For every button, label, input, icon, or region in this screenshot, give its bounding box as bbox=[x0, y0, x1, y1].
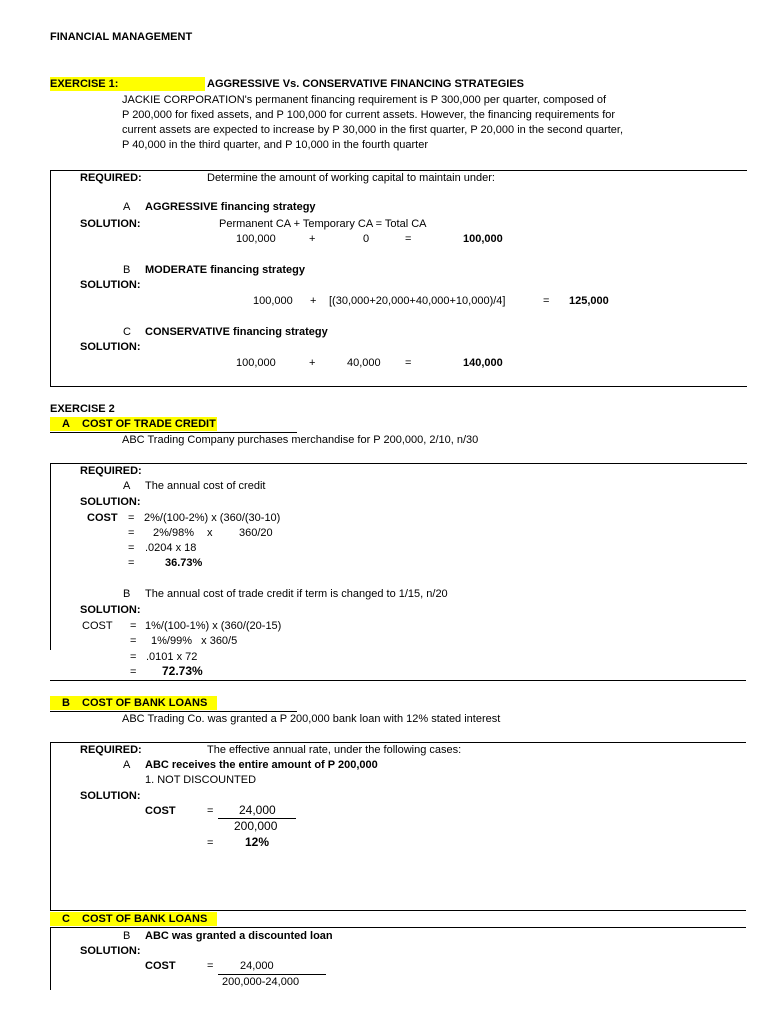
cost-label: COST bbox=[82, 620, 113, 632]
cost-label: COST bbox=[145, 960, 176, 972]
value: 100,000 bbox=[253, 295, 293, 307]
cost-formula: 1%/(100-1%) x (360/(20-15) bbox=[145, 620, 282, 632]
exercise-2-label: EXERCISE 2 bbox=[50, 403, 115, 415]
conservative-heading bbox=[145, 325, 328, 339]
moderate-heading bbox=[145, 263, 305, 277]
operator: = bbox=[130, 666, 137, 678]
solution-label: SOLUTION: bbox=[80, 341, 141, 353]
aggressive-heading bbox=[145, 200, 316, 214]
bank-loans-c-title: COST OF BANK LOANS bbox=[82, 913, 208, 925]
operator: = bbox=[543, 295, 550, 307]
cost-step: .0101 x 72 bbox=[146, 651, 198, 663]
solution-label: SOLUTION: bbox=[80, 496, 141, 508]
aggressive-rest: financing strategy bbox=[217, 201, 316, 213]
cost-label: COST bbox=[87, 512, 118, 524]
fraction-denominator: 200,000 bbox=[234, 819, 278, 833]
exercise-1-desc-line: P 40,000 in the third quarter, and P 10,000 in the fourth quarter bbox=[122, 139, 428, 151]
exercise-1-desc-line: current assets are expected to increase by P 30,000 in the first quarter, P 20,000 in the second quarter, bbox=[122, 124, 624, 136]
discounted-loan-text: ABC was granted a discounted loan bbox=[145, 930, 333, 942]
aggressive-formula: Permanent CA + Temporary CA = Total CA bbox=[219, 218, 427, 230]
operator: = bbox=[405, 357, 412, 369]
operator: x bbox=[207, 527, 213, 539]
cost-result: 36.73% bbox=[165, 557, 203, 569]
value: 40,000 bbox=[347, 357, 381, 369]
not-discounted-item: 1. NOT DISCOUNTED bbox=[145, 774, 257, 786]
exercise-1-title: AGGRESSIVE Vs. CONSERVATIVE FINANCING STRATEGIES bbox=[207, 78, 525, 90]
conservative-result: 140,000 bbox=[463, 357, 503, 369]
section-letter: A bbox=[62, 418, 70, 430]
section-c-left-line bbox=[50, 927, 51, 990]
solution-label: SOLUTION: bbox=[80, 790, 141, 802]
operator: = bbox=[130, 620, 137, 632]
operator: = bbox=[207, 960, 214, 972]
cost-formula: 2%/(100-2%) x (360/(30-10) bbox=[144, 512, 281, 524]
aggressive-bold: AGGRESSIVE bbox=[145, 201, 218, 213]
aggressive-result: 100,000 bbox=[463, 233, 503, 245]
moderate-result: 125,000 bbox=[569, 295, 609, 307]
operator: = bbox=[128, 542, 135, 554]
changed-term-question: The annual cost of trade credit if term is changed to 1/15, n/20 bbox=[145, 588, 448, 600]
fraction-denominator: 200,000-24,000 bbox=[222, 976, 300, 988]
fraction-numerator: 24,000 bbox=[240, 960, 274, 972]
value: 100,000 bbox=[236, 357, 276, 369]
required-text: Determine the amount of working capital to maintain under: bbox=[207, 172, 495, 184]
section-b-bottom-line bbox=[50, 910, 746, 911]
moderate-expression: [(30,000+20,000+40,000+10,000)/4] bbox=[329, 295, 506, 307]
conservative-rest: financing strategy bbox=[229, 326, 328, 338]
cost-step: 360/20 bbox=[239, 527, 273, 539]
cost-step: 2%/98% bbox=[153, 527, 194, 539]
item-letter: A bbox=[123, 480, 131, 492]
moderate-bold: MODERATE bbox=[145, 264, 208, 276]
required-label: REQUIRED: bbox=[80, 465, 142, 477]
exercise-1-label: EXERCISE 1: bbox=[50, 77, 205, 91]
item-letter: A bbox=[123, 759, 131, 771]
solution-label: SOLUTION: bbox=[80, 279, 141, 291]
trade-credit-desc: ABC Trading Company purchases merchandise for P 200,000, 2/10, n/30 bbox=[122, 434, 479, 446]
cost-step: .0204 x 18 bbox=[145, 542, 197, 554]
required-label: REQUIRED: bbox=[80, 172, 142, 184]
fraction-numerator: 24,000 bbox=[239, 803, 276, 817]
operator: = bbox=[405, 233, 412, 245]
operator: + bbox=[310, 295, 317, 307]
exercise-1-desc-line: JACKIE CORPORATION's permanent financing requirement is P 300,000 per quarter, composed of bbox=[122, 94, 607, 106]
operator: + bbox=[309, 233, 316, 245]
required-label: REQUIRED: bbox=[80, 744, 142, 756]
cost-label: COST bbox=[145, 805, 176, 817]
operator: = bbox=[130, 635, 137, 647]
item-letter: A bbox=[123, 201, 131, 213]
operator: = bbox=[128, 527, 135, 539]
annual-cost-question: The annual cost of credit bbox=[145, 480, 266, 492]
item-letter: B bbox=[123, 588, 131, 600]
section-b-left-line bbox=[50, 742, 51, 910]
value: 0 bbox=[363, 233, 370, 245]
section-c-top-line bbox=[50, 927, 746, 928]
item-letter: C bbox=[123, 326, 131, 338]
bank-loans-title: COST OF BANK LOANS bbox=[82, 697, 208, 709]
conservative-bold: CONSERVATIVE bbox=[145, 326, 230, 338]
document-title: FINANCIAL MANAGEMENT bbox=[50, 31, 193, 43]
effective-rate-result: 12% bbox=[245, 835, 270, 849]
section-letter: B bbox=[62, 697, 70, 709]
operator: = bbox=[128, 557, 135, 569]
required-text: The effective annual rate, under the following cases: bbox=[207, 744, 462, 756]
solution-label: SOLUTION: bbox=[80, 945, 141, 957]
item-letter: B bbox=[123, 930, 131, 942]
operator: = bbox=[207, 805, 214, 817]
trade-credit-title: COST OF TRADE CREDIT bbox=[82, 418, 216, 430]
exercise-2-bottom-line bbox=[50, 680, 746, 681]
operator: = bbox=[207, 837, 214, 849]
solution-label: SOLUTION: bbox=[80, 604, 141, 616]
case-a-text: ABC receives the entire amount of P 200,000 bbox=[145, 759, 378, 771]
bank-loans-desc: ABC Trading Co. was granted a P 200,000 bank loan with 12% stated interest bbox=[122, 713, 501, 725]
value: 100,000 bbox=[236, 233, 276, 245]
cost-step: 1%/99% x 360/5 bbox=[151, 635, 238, 647]
moderate-rest: financing strategy bbox=[207, 264, 305, 276]
operator: = bbox=[130, 651, 137, 663]
operator: + bbox=[309, 357, 316, 369]
cost-result: 72.73% bbox=[162, 664, 203, 678]
section-letter: C bbox=[62, 913, 70, 925]
operator: = bbox=[128, 512, 135, 524]
item-letter: B bbox=[123, 264, 131, 276]
exercise-1-desc-line: P 200,000 for fixed assets, and P 100,000 for current assets. However, the financing requirements for bbox=[122, 109, 616, 121]
solution-label: SOLUTION: bbox=[80, 218, 141, 230]
